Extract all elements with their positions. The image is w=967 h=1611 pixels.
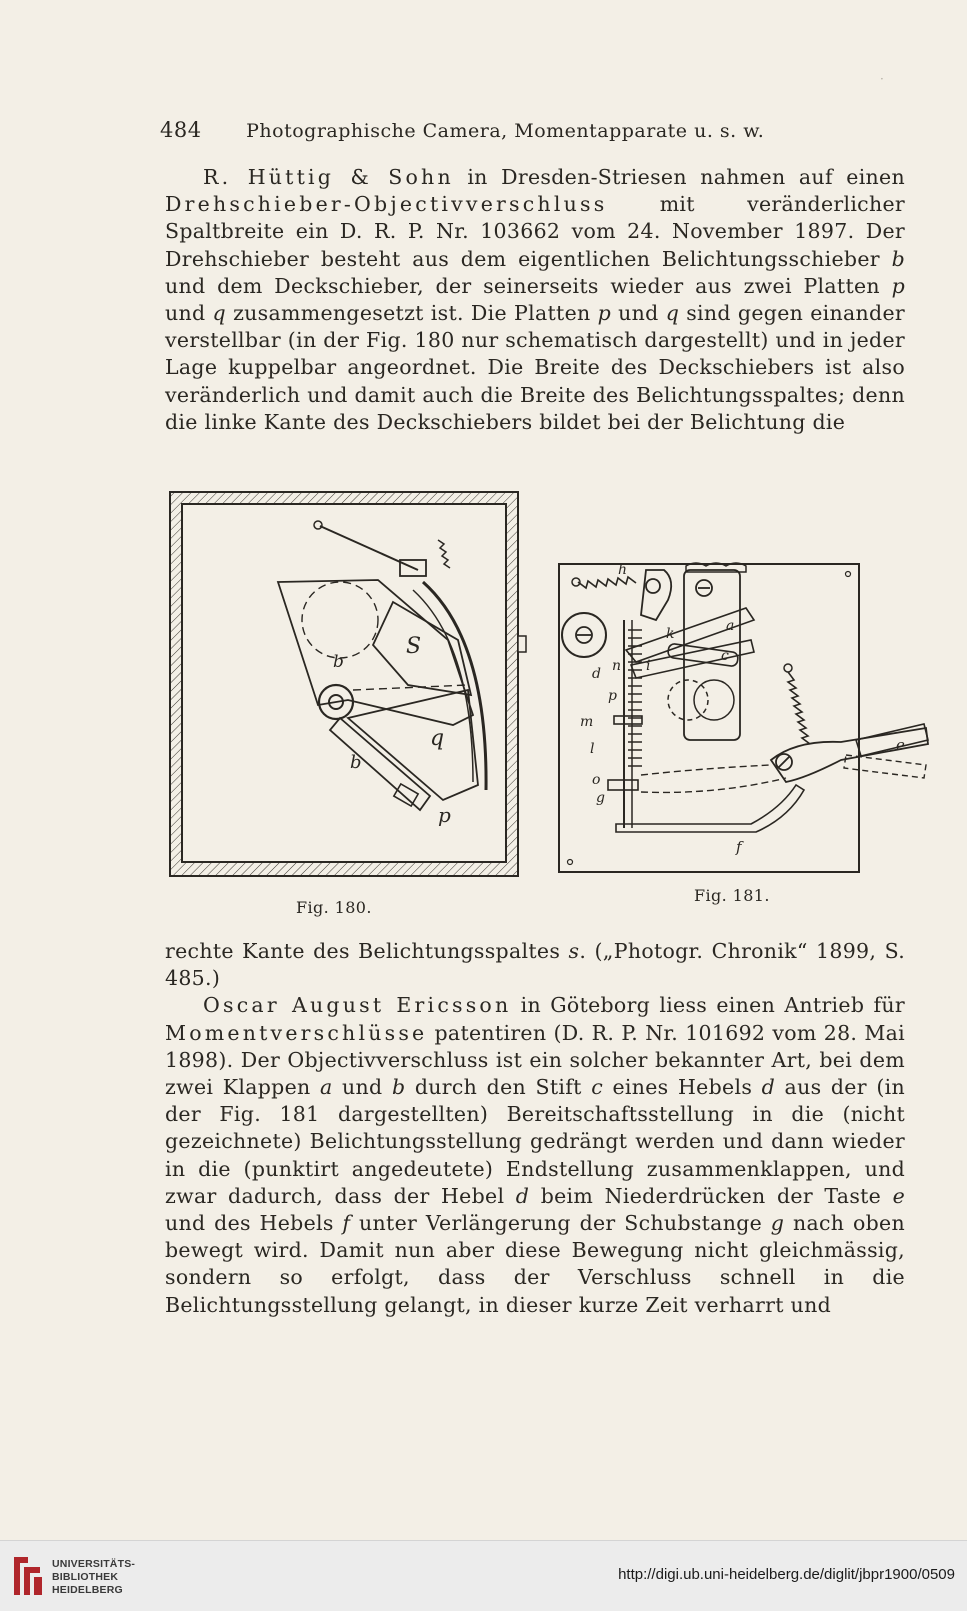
knob (518, 636, 526, 652)
frame-inner (182, 504, 506, 862)
label-n: n (612, 658, 622, 674)
variable: b (891, 246, 905, 271)
paragraph-text (165, 164, 905, 436)
label-p: p (608, 688, 617, 704)
text-run: zusammengesetzt ist. Die Platten (225, 301, 598, 326)
text-run: eines Hebels (602, 1075, 762, 1100)
lever-h-pivot (646, 579, 660, 593)
text-run: und des Hebels (165, 1211, 343, 1236)
variable: d (761, 1075, 776, 1100)
text-run: beim Niederdrücken der Taste (529, 1183, 893, 1208)
text-run: in Dresden-Striesen nahmen auf einen (453, 165, 905, 189)
paper-speck: · (880, 72, 884, 86)
library-logo-icon (10, 1551, 46, 1601)
base-plate (559, 564, 859, 872)
label-e: e (896, 736, 905, 754)
permalink-url[interactable]: http://digi.ub.uni-heidelberg.de/diglit/jbpr1900/0509 (618, 1566, 955, 1583)
label-o: o (592, 772, 601, 788)
text-run: patentiren (D. R. P. Nr. 101692 vom 28. Mai 1898). Der Objectivverschluss ist ein solcher bekannter Art, bei dem zwei Klappen (165, 1020, 905, 1100)
label-s: S (406, 634, 422, 659)
variable: p (597, 301, 612, 326)
variable: s (568, 939, 580, 963)
label-d: d (592, 666, 601, 682)
aperture-left (668, 680, 708, 720)
text-run: und (611, 301, 666, 326)
coil-spring (628, 630, 642, 766)
variable: d (515, 1183, 530, 1208)
spaced-name: R. Hüttig & Sohn (203, 165, 454, 189)
label-b1: b (333, 652, 344, 672)
library-name-line2: BIBLIOTHEK (52, 1571, 119, 1583)
spaced-term: Drehschieber-Objectivverschluss (165, 192, 608, 217)
text-run: unter Verlängerung der Schubstange (350, 1211, 771, 1236)
text-run: in Göteborg liess einen Antrieb für (511, 993, 905, 1018)
paragraph-text-cont (165, 938, 905, 992)
variable: q (212, 301, 226, 326)
text-run: nach oben bewegt wird. Damit nun aber diese Bewegung nicht gleichmässig, sondern so erfolgt, dass der Verschluss schnell in die Belichtungsstellung gelangt, in dieser kurze Zeit verharrt und (165, 1211, 905, 1317)
spring-right-eye (784, 664, 792, 672)
variable: a (320, 1075, 333, 1100)
variable: b (391, 1075, 406, 1100)
running-title: Photographische Camera, Momentapparate u. s. w. (246, 120, 765, 142)
library-name (52, 1558, 135, 1597)
label-h: h (618, 562, 628, 578)
text-run: rechte Kante des Belichtungsspaltes (165, 939, 569, 963)
aperture-right (694, 680, 734, 720)
page-number: 484 (160, 118, 202, 142)
variable: q (665, 301, 680, 326)
spaced-name: Oscar August Ericsson (203, 993, 512, 1018)
label-c: c (721, 648, 729, 664)
variable: e (892, 1183, 905, 1208)
label-m: m (580, 714, 594, 730)
running-header (160, 118, 900, 142)
text-run: und dem Deckschieber, der seinerseits wieder aus zwei Platten (165, 273, 892, 298)
label-a: a (726, 618, 735, 634)
label-q: q (430, 726, 445, 751)
label-k: k (666, 626, 675, 642)
variable: g (770, 1211, 785, 1236)
screw-bl (568, 860, 573, 865)
label-p: p (438, 803, 451, 827)
variable: f (342, 1211, 351, 1236)
variable: p (891, 273, 905, 298)
text-run: durch den Stift (405, 1075, 592, 1100)
label-f: f (736, 838, 742, 856)
lever-d-slot (778, 756, 790, 768)
paragraph-text (165, 992, 905, 1318)
text-run: sind gegen einander verstellbar (in der Fig. 180 nur schematisch dargestellt) und in jeder Lage kuppelbar angeordnet. Die Breite des Deckschiebers ist also veränderlich und damit auch die Breite des Belichtungsspaltes; denn die linke Kante des Deckschiebers bildet bei der Belichtung die (165, 301, 905, 434)
library-footer (0, 1540, 967, 1611)
paragraph-ericsson (165, 938, 905, 1319)
library-name-line1: UNIVERSITÄTS- (52, 1558, 136, 1570)
lever-h (641, 570, 671, 620)
screw-tr (846, 572, 851, 577)
paragraph-huettig (165, 164, 905, 436)
dashed-endpos (641, 765, 771, 775)
text-run: und (165, 301, 213, 326)
figure-180 (168, 490, 532, 880)
label-i: i (646, 658, 651, 674)
caption-fig-180: Fig. 180. (296, 898, 372, 917)
spring-right (788, 672, 810, 744)
label-g: g (596, 790, 605, 806)
label-b2: b (350, 752, 362, 773)
key-e-dashed (844, 755, 926, 778)
spaced-term: Momentverschlüsse (165, 1020, 428, 1045)
text-run: aus der (in der Fig. 181 dargestellten) Bereitschaftsstellung in die (nicht gezeichnete) Belichtungsstellung gedrängt werden und dann wieder in die (punktirt angedeutete) Endstellung zusammenklappen, und zwar dadurch, dass der Hebel (165, 1075, 905, 1208)
spring-left (578, 577, 636, 588)
figure-181 (556, 560, 956, 878)
label-l: l (590, 741, 595, 757)
text-run: mit veränderlicher Spaltbreite ein D. R. P. Nr. 103662 vom 24. November 1897. Der Drehschieber besteht aus dem eigentlichen Belichtungsschieber (165, 192, 905, 271)
variable: c (591, 1075, 603, 1100)
library-name-line3: HEIDELBERG (52, 1584, 123, 1596)
caption-fig-181: Fig. 181. (694, 886, 770, 905)
dashed-endpos-2 (641, 778, 786, 792)
slide-block (684, 570, 740, 740)
text-run: . („Photogr. Chronik“ 1899, S. 485.) (165, 939, 906, 991)
text-run: und (332, 1075, 392, 1100)
